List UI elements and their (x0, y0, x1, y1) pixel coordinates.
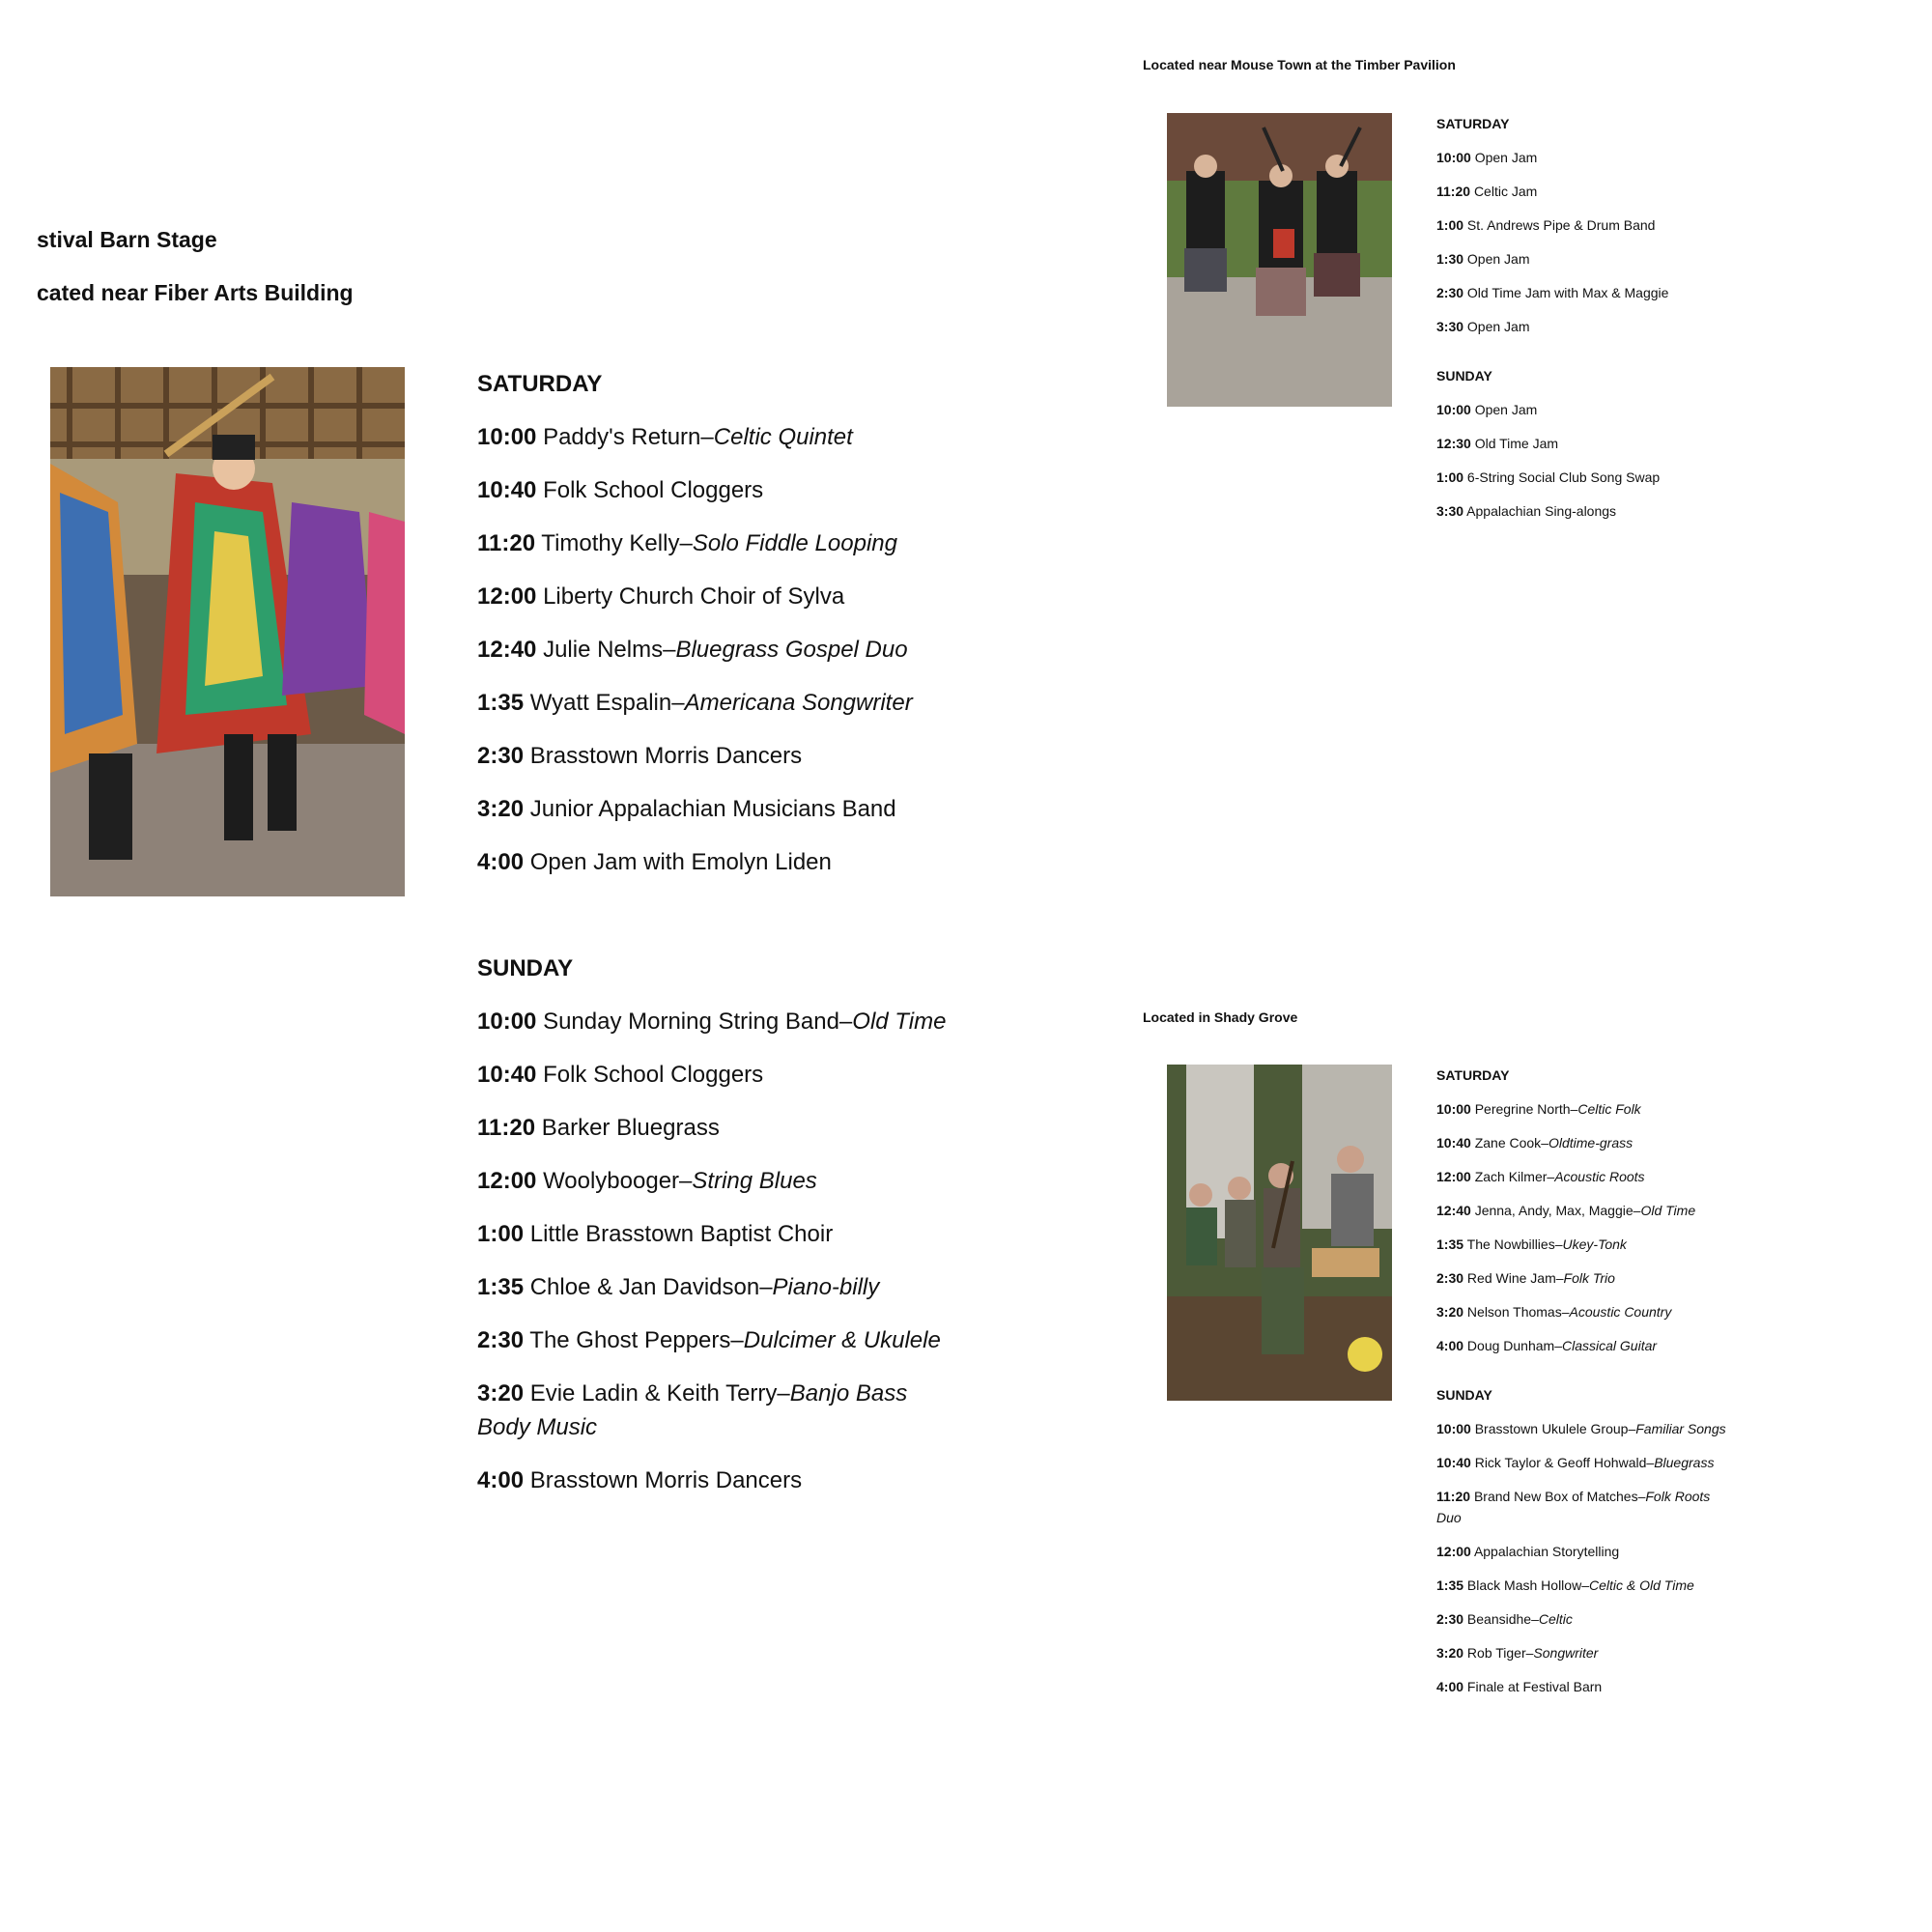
schedule-item: 3:20 Junior Appalachian Musicians Band (477, 796, 896, 822)
schedule-item: 12:00 Appalachian Storytelling (1436, 1544, 1620, 1559)
shady-grove-location: Located in Shady Grove (1143, 1009, 1298, 1025)
schedule-item: 1:30 Open Jam (1436, 251, 1530, 267)
schedule-item: 2:30 The Ghost Peppers– Dulcimer & Ukulele (477, 1323, 951, 1357)
schedule-item: 2:30 Red Wine Jam– Folk Trio (1436, 1267, 1736, 1289)
festival-barn-location: cated near Fiber Arts Building (37, 280, 354, 305)
sunday-heading: SUNDAY (1436, 368, 1492, 384)
schedule-item: 3:30 Open Jam (1436, 319, 1530, 334)
schedule-item: 2:30 Brasstown Morris Dancers (477, 743, 803, 769)
schedule-item: 10:00 Sunday Morning String Band– Old Time (477, 1005, 951, 1038)
schedule-item: 1:35 Black Mash Hollow– Celtic & Old Time (1436, 1575, 1736, 1596)
schedule-item: 12:00 Liberty Church Choir of Sylva (477, 583, 845, 610)
schedule-item: 4:00 Doug Dunham– Classical Guitar (1436, 1335, 1736, 1356)
schedule-item: 1:00 St. Andrews Pipe & Drum Band (1436, 217, 1656, 233)
schedule-item: 12:30 Old Time Jam (1436, 436, 1559, 451)
timber-pavilion-location: Located near Mouse Town at the Timber Pavilion (1143, 57, 1456, 72)
saturday-heading: SATURDAY (1436, 1067, 1510, 1083)
morris-dancers-photo (50, 367, 405, 896)
schedule-item: 1:00 Little Brasstown Baptist Choir (477, 1221, 834, 1247)
timber-pavilion-schedule (1436, 113, 1736, 534)
festival-barn-sunday (477, 952, 951, 1517)
schedule-item: 4:00 Open Jam with Emolyn Liden (477, 849, 832, 875)
schedule-item: 3:20 Rob Tiger– Songwriter (1436, 1642, 1736, 1663)
schedule-item: 1:00 6-String Social Club Song Swap (1436, 469, 1661, 485)
schedule-item: 10:00 Peregrine North– Celtic Folk (1436, 1098, 1736, 1120)
schedule-item: 12:00 Zach Kilmer– Acoustic Roots (1436, 1166, 1736, 1187)
schedule-item: 12:40 Julie Nelms– Bluegrass Gospel Duo (477, 633, 951, 667)
festival-barn-saturday (477, 367, 951, 898)
shady-grove-schedule (1436, 1065, 1736, 1710)
schedule-item: 4:00 Finale at Festival Barn (1436, 1679, 1603, 1694)
schedule-item: 11:20 Barker Bluegrass (477, 1115, 720, 1141)
schedule-item: 3:20 Nelson Thomas– Acoustic Country (1436, 1301, 1736, 1322)
saturday-heading: SATURDAY (477, 371, 603, 397)
schedule-item: 1:35 The Nowbillies– Ukey-Tonk (1436, 1234, 1736, 1255)
schedule-item: 12:40 Jenna, Andy, Max, Maggie– Old Time (1436, 1200, 1736, 1221)
schedule-item: 10:00 Open Jam (1436, 402, 1538, 417)
schedule-item: 11:20 Celtic Jam (1436, 184, 1538, 199)
schedule-item: 3:30 Appalachian Sing-alongs (1436, 503, 1617, 519)
schedule-item: 4:00 Brasstown Morris Dancers (477, 1467, 803, 1493)
schedule-item: 10:40 Folk School Cloggers (477, 1062, 764, 1088)
schedule-item: 10:40 Rick Taylor & Geoff Hohwald– Bluegrass (1436, 1452, 1736, 1473)
schedule-item: 10:40 Zane Cook– Oldtime-grass (1436, 1132, 1736, 1153)
festival-barn-title: stival Barn Stage (37, 227, 217, 252)
saturday-heading: SATURDAY (1436, 116, 1510, 131)
schedule-item: 10:00 Open Jam (1436, 150, 1538, 165)
schedule-item: 12:00 Woolybooger– String Blues (477, 1164, 951, 1198)
schedule-item: 10:40 Folk School Cloggers (477, 477, 764, 503)
schedule-item: 10:00 Paddy's Return– Celtic Quintet (477, 420, 951, 454)
schedule-item: 2:30 Beansidhe– Celtic (1436, 1608, 1736, 1630)
schedule-item: 1:35 Wyatt Espalin– Americana Songwriter (477, 686, 951, 720)
bagpipers-photo (1167, 113, 1392, 407)
schedule-item: 3:20 Evie Ladin & Keith Terry– Banjo Bass Body Music (477, 1377, 951, 1444)
schedule-item: 2:30 Old Time Jam with Max & Maggie (1436, 285, 1669, 300)
schedule-item: 10:00 Brasstown Ukulele Group– Familiar Songs (1436, 1418, 1736, 1439)
schedule-item: 11:20 Timothy Kelly– Solo Fiddle Looping (477, 526, 951, 560)
sunday-heading: SUNDAY (1436, 1387, 1492, 1403)
acoustic-musicians-photo (1167, 1065, 1392, 1401)
sunday-heading: SUNDAY (477, 955, 574, 981)
schedule-item: 11:20 Brand New Box of Matches– Folk Roots Duo (1436, 1486, 1736, 1528)
schedule-item: 1:35 Chloe & Jan Davidson– Piano-billy (477, 1270, 951, 1304)
